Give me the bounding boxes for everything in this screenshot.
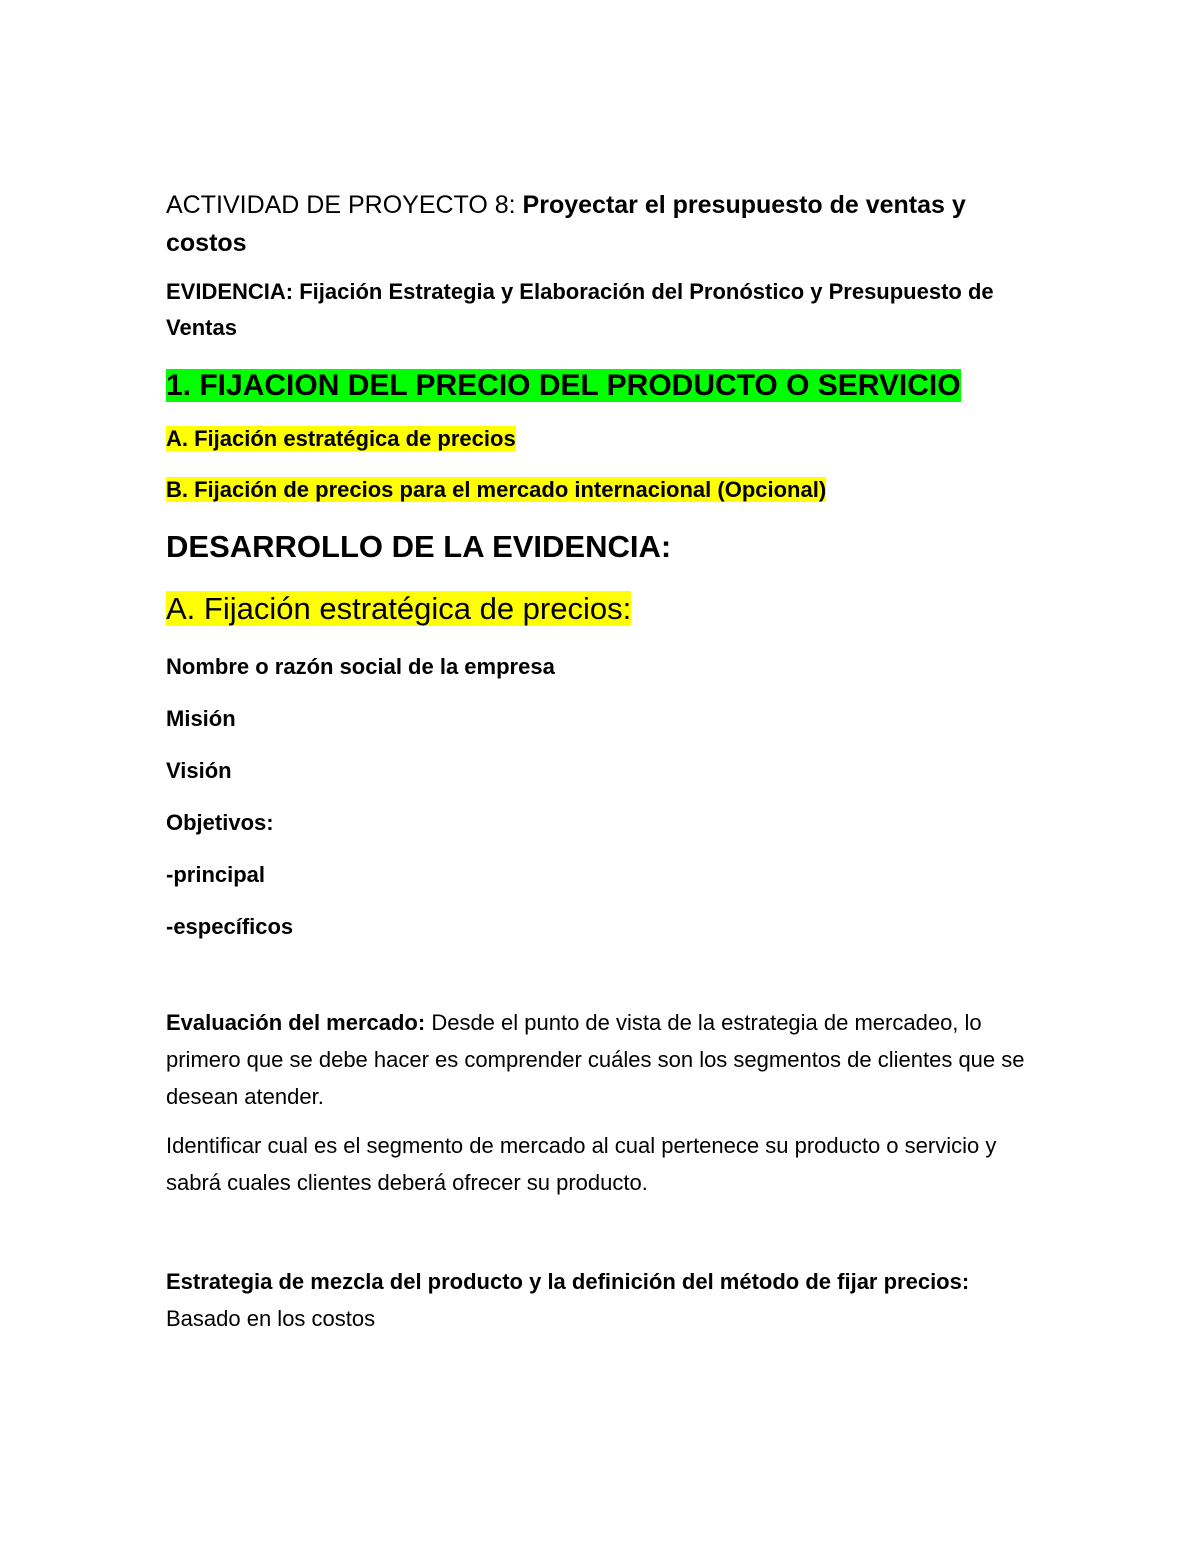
field-objective-main: -principal	[166, 862, 266, 887]
field-mission: Misión	[166, 706, 236, 731]
development-heading: DESARROLLO DE LA EVIDENCIA:	[166, 529, 672, 564]
field-objective-specific: -específicos	[166, 914, 294, 939]
a-heading-text: A. Fijación estratégica de precios:	[166, 591, 632, 626]
field-company-name: Nombre o razón social de la empresa	[166, 654, 555, 679]
section-1-heading	[166, 366, 1026, 406]
identify-segment-paragraph: Identificar cual es el segmento de mercado al cual pertenece su producto o servicio y sabrá cuales clientes deberá ofrecer su producto.	[166, 1133, 997, 1195]
document-content	[166, 186, 1026, 1349]
section-1-item-b-text: B. Fijación de precios para el mercado internacional (Opcional)	[166, 477, 827, 502]
section-1-item-a	[166, 424, 1026, 454]
field-objectives: Objetivos:	[166, 810, 274, 835]
a-heading	[166, 588, 1026, 630]
evidence-line: EVIDENCIA: Fijación Estrategia y Elaboración del Pronóstico y Presupuesto de Ventas	[166, 279, 994, 340]
field-vision: Visión	[166, 758, 232, 783]
strategy-label: Estrategia de mezcla del producto y la definición del método de fijar precios:	[166, 1269, 970, 1294]
section-1-item-a-text: A. Fijación estratégica de precios	[166, 426, 516, 451]
title-rest: Proyectar el presupuesto de ventas y costos	[166, 191, 966, 257]
strategy-text: Basado en los costos	[166, 1306, 376, 1331]
spacer	[166, 964, 1026, 1004]
title-prefix: ACTIVIDAD DE PROYECTO 8:	[166, 191, 516, 219]
spacer	[166, 1213, 1026, 1263]
section-1-item-b	[166, 475, 1026, 505]
document-title	[166, 186, 1026, 262]
market-evaluation-paragraph	[166, 1004, 1026, 1115]
market-evaluation-text: Desde el punto de vista de la estrategia de mercadeo, lo primero que se debe hacer es comprender cuáles son los segmentos de clientes que se desean atender.	[166, 1010, 1025, 1109]
strategy-paragraph	[166, 1263, 1026, 1337]
market-evaluation-label: Evaluación del mercado:	[166, 1010, 426, 1035]
section-1-heading-text: 1. FIJACION DEL PRECIO DEL PRODUCTO O SERVICIO	[166, 369, 961, 402]
